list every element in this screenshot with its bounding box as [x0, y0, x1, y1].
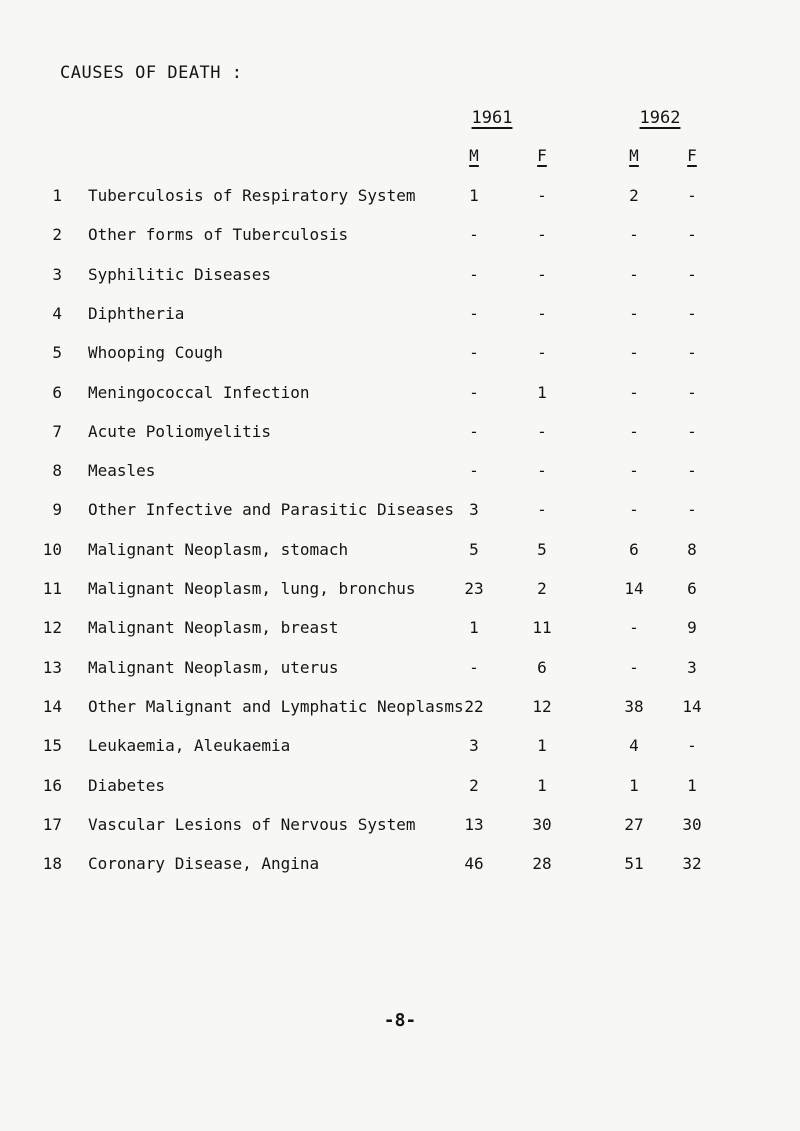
female-1962-value: - [687, 461, 697, 481]
row-number: 7 [52, 421, 62, 441]
table-row [0, 815, 800, 841]
female-1961-value: - [537, 225, 547, 245]
female-1962-value: 14 [682, 696, 702, 716]
table-row [0, 383, 800, 409]
male-1961-value: - [469, 461, 479, 481]
row-number: 6 [52, 382, 62, 402]
year-header-1962: 1962 [639, 108, 681, 128]
male-1962-value: - [629, 618, 639, 638]
male-1961-value: 1 [469, 618, 479, 638]
cause-label: Tuberculosis of Respiratory System [88, 186, 416, 205]
female-1962-value: 9 [687, 618, 697, 638]
male-1961-value: - [469, 421, 479, 441]
female-1961-value: - [537, 500, 547, 520]
table-row [0, 343, 800, 369]
year-header-1961: 1961 [471, 108, 513, 128]
male-1962-value: 4 [629, 736, 639, 756]
table-row [0, 658, 800, 684]
male-1961-value: 22 [464, 696, 484, 716]
row-number: 2 [52, 225, 62, 245]
female-1962-value: - [687, 303, 697, 323]
male-1962-value: - [629, 421, 639, 441]
row-number: 16 [42, 775, 62, 795]
female-1961-value: 2 [537, 579, 547, 598]
cause-label: Other forms of Tuberculosis [88, 225, 349, 245]
female-1962-value: 8 [687, 539, 697, 559]
cause-label: Malignant Neoplasm, lung, bronchus [88, 579, 416, 598]
male-1962-value: 51 [624, 854, 644, 874]
cause-label: Diphtheria [88, 303, 185, 323]
row-number: 8 [52, 461, 62, 481]
male-1962-value: 27 [624, 814, 644, 834]
table-row [0, 618, 800, 644]
female-1961-value: 5 [537, 539, 547, 559]
cause-label: Other Infective and Parasitic Diseases [88, 500, 455, 520]
male-1961-value: - [469, 343, 479, 363]
female-1962-value: 3 [687, 657, 697, 677]
female-1962-value: - [687, 186, 697, 205]
female-1961-value: 12 [532, 696, 552, 716]
female-1961-value: - [537, 303, 547, 323]
female-1961-value: - [537, 421, 547, 441]
table-row [0, 225, 800, 251]
cause-label: Other Malignant and Lymphatic Neoplasms [88, 696, 464, 716]
male-1962-value: - [629, 657, 639, 677]
female-1961-value: 1 [537, 775, 547, 795]
male-1961-value: - [469, 264, 479, 284]
male-1961-value: 13 [464, 814, 484, 834]
male-1962-value: 1 [629, 775, 639, 795]
table-row [0, 540, 800, 566]
cause-label: Measles [88, 461, 156, 481]
row-number: 1 [52, 186, 62, 205]
row-number: 4 [52, 303, 62, 323]
male-1962-value: - [629, 343, 639, 363]
female-1962-value: - [687, 225, 697, 245]
table-row [0, 776, 800, 802]
cause-label: Acute Poliomyelitis [88, 421, 272, 441]
sex-header-m-1961: M [469, 146, 479, 165]
cause-label: Coronary Disease, Angina [88, 854, 320, 874]
male-1962-value: - [629, 500, 639, 520]
row-number: 13 [42, 657, 62, 677]
female-1962-value: 6 [687, 579, 697, 598]
cause-label: Leukaemia, Aleukaemia [88, 736, 291, 756]
female-1961-value: - [537, 264, 547, 284]
row-number: 14 [42, 696, 62, 716]
male-1962-value: 2 [629, 186, 639, 205]
male-1961-value: 1 [469, 186, 479, 205]
male-1961-value: 46 [464, 854, 484, 874]
cause-label: Malignant Neoplasm, breast [88, 618, 339, 638]
row-number: 17 [42, 814, 62, 834]
row-number: 18 [42, 854, 62, 874]
male-1961-value: - [469, 657, 479, 677]
male-1962-value: - [629, 303, 639, 323]
table-row [0, 304, 800, 330]
table-row [0, 500, 800, 526]
row-number: 10 [42, 539, 62, 559]
male-1961-value: 3 [469, 736, 479, 756]
male-1962-value: - [629, 264, 639, 284]
female-1962-value: - [687, 421, 697, 441]
sex-header-m-1962: M [629, 146, 639, 165]
male-1962-value: - [629, 225, 639, 245]
table-row [0, 265, 800, 291]
female-1962-value: - [687, 382, 697, 402]
female-1962-value: - [687, 500, 697, 520]
male-1961-value: 3 [469, 500, 479, 520]
male-1962-value: 6 [629, 539, 639, 559]
row-number: 3 [52, 264, 62, 284]
female-1962-value: - [687, 736, 697, 756]
male-1962-value: 38 [624, 696, 644, 716]
male-1961-value: 2 [469, 775, 479, 795]
table-row [0, 854, 800, 880]
female-1961-value: 6 [537, 657, 547, 677]
sex-header-f-1961: F [537, 146, 547, 165]
cause-label: Malignant Neoplasm, uterus [88, 657, 339, 677]
female-1961-value: 1 [537, 736, 547, 756]
table-row [0, 186, 800, 212]
male-1961-value: - [469, 303, 479, 323]
female-1961-value: - [537, 343, 547, 363]
row-number: 9 [52, 500, 62, 520]
male-1961-value: - [469, 382, 479, 402]
male-1962-value: - [629, 461, 639, 481]
page-number: -8- [383, 1010, 417, 1031]
row-number: 11 [42, 579, 62, 598]
female-1962-value: 32 [682, 854, 702, 874]
male-1962-value: - [629, 382, 639, 402]
row-number: 12 [42, 618, 62, 638]
female-1961-value: 11 [532, 618, 552, 638]
cause-label: Malignant Neoplasm, stomach [88, 539, 349, 559]
table-row [0, 461, 800, 487]
male-1962-value: 14 [624, 579, 644, 598]
female-1962-value: 1 [687, 775, 697, 795]
female-1961-value: 30 [532, 814, 552, 834]
female-1961-value: - [537, 186, 547, 205]
row-number: 15 [42, 736, 62, 756]
male-1961-value: 5 [469, 539, 479, 559]
table-row [0, 697, 800, 723]
female-1961-value: - [537, 461, 547, 481]
male-1961-value: 23 [464, 579, 484, 598]
table-row [0, 579, 800, 605]
table-row [0, 422, 800, 448]
page-title: CAUSES OF DEATH : [60, 63, 243, 83]
cause-label: Diabetes [88, 775, 166, 795]
female-1962-value: - [687, 343, 697, 363]
cause-label: Syphilitic Diseases [88, 264, 272, 284]
cause-label: Meningococcal Infection [88, 382, 310, 402]
row-number: 5 [52, 343, 62, 363]
cause-label: Whooping Cough [88, 343, 223, 363]
cause-label: Vascular Lesions of Nervous System [88, 814, 416, 834]
sex-header-f-1962: F [687, 146, 697, 165]
female-1961-value: 1 [537, 382, 547, 402]
female-1962-value: - [687, 264, 697, 284]
female-1961-value: 28 [532, 854, 552, 874]
table-row [0, 736, 800, 762]
female-1962-value: 30 [682, 814, 702, 834]
male-1961-value: - [469, 225, 479, 245]
